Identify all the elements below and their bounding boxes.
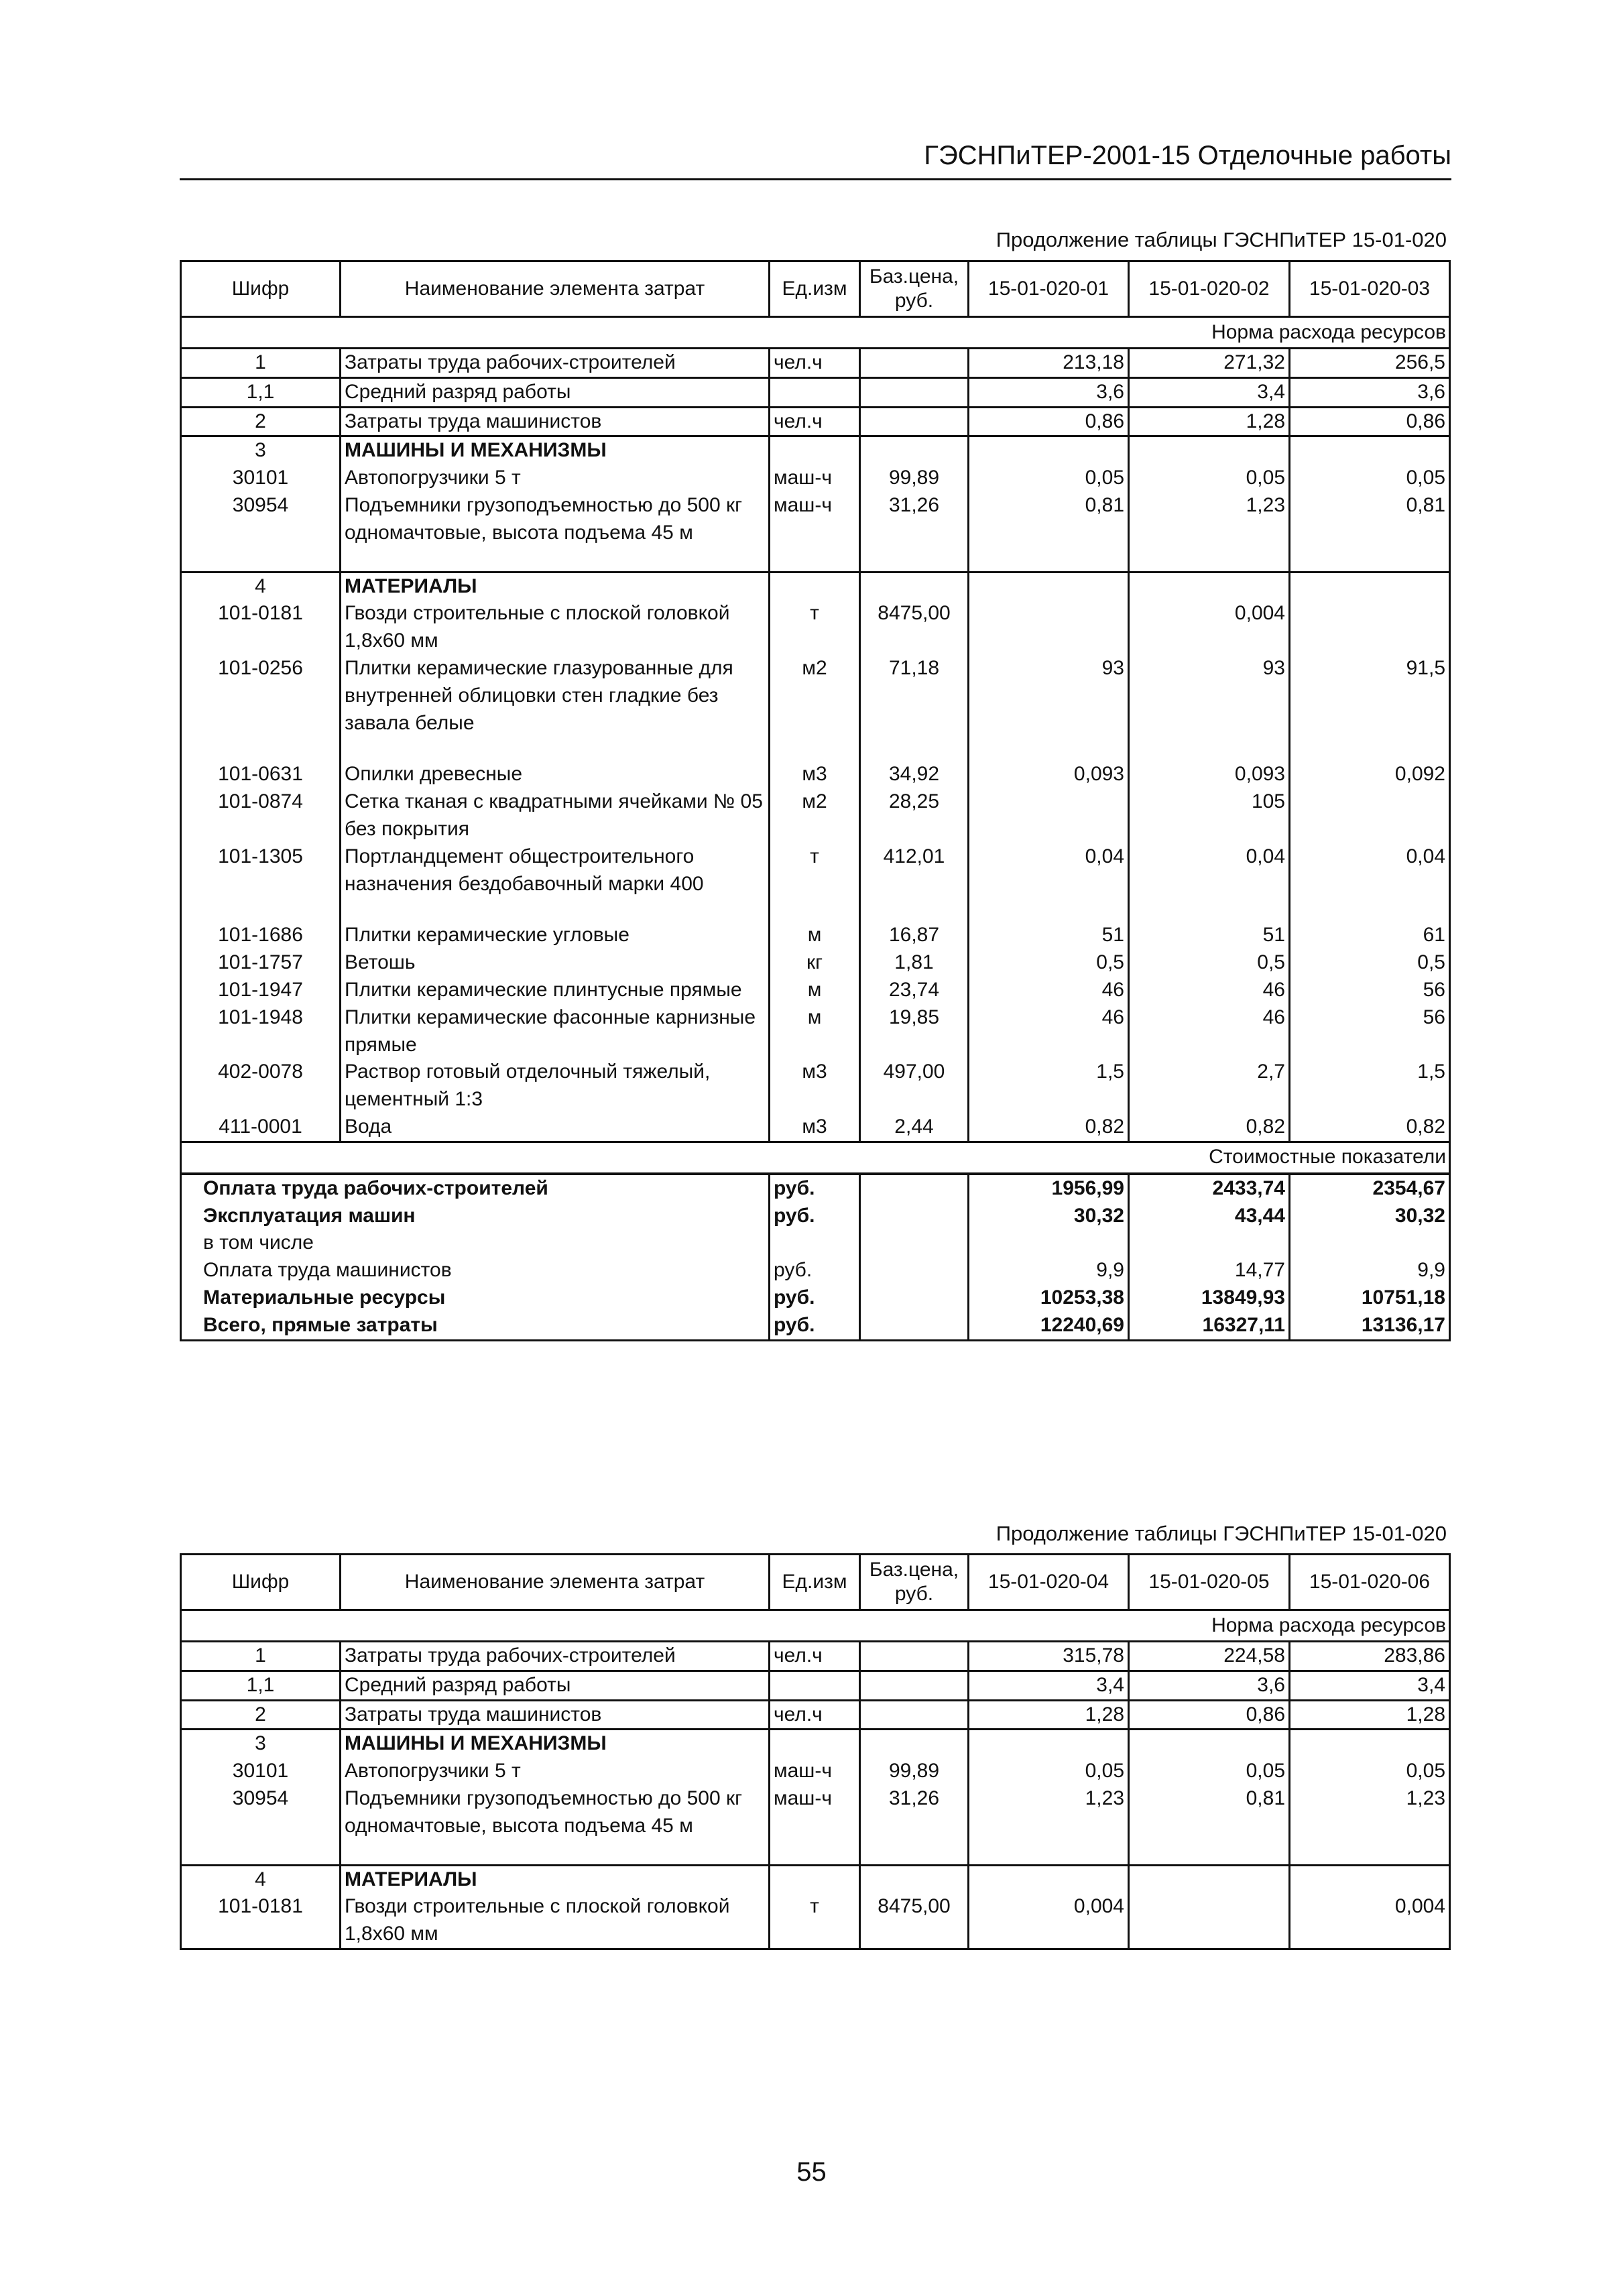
cost-value-2: 14,77 [1129,1257,1290,1284]
row-name: Средний разряд работы [341,377,770,407]
row-price: 31,26 [860,1785,969,1840]
header-rule [180,178,1451,180]
row-code: 30101 [181,1758,341,1785]
row-name: Затраты труда рабочих-строителей [341,1642,770,1671]
row-value-2: 224,58 [1129,1642,1290,1671]
cost-value-1: 9,9 [969,1257,1129,1284]
row-name: Автопогрузчики 5 т [341,465,770,492]
section-title: МАШИНЫ И МЕХАНИЗМЫ [341,1730,770,1758]
row-value-2: 0,004 [1129,600,1290,655]
table-row [181,949,1450,977]
table-row [181,655,1450,737]
row-value-3 [1290,788,1450,843]
row-unit: маш-ч [770,1758,860,1785]
table-row [181,407,1450,436]
row-code: 1,1 [181,377,341,407]
cost-name: Всего, прямые затраты [181,1312,770,1340]
row-value-3: 3,6 [1290,377,1450,407]
row-code: 3 [181,1730,341,1758]
row-unit: т [770,843,860,898]
row-value-2: 0,82 [1129,1113,1290,1142]
row-unit: маш-ч [770,1785,860,1840]
cost-name: Эксплуатация машин [181,1203,770,1230]
row-code: 4 [181,572,341,600]
row-unit [770,377,860,407]
col-header-norm-02: 15-01-020-02 [1129,261,1290,317]
row-code: 30954 [181,1785,341,1840]
row-name: Портландцемент общестроительного назначения бездобавочный марки 400 [341,843,770,898]
table-row [181,761,1450,788]
row-name: Ветошь [341,949,770,977]
col-header-name: Наименование элемента затрат [341,1555,770,1610]
cost-name: Материальные ресурсы [181,1284,770,1312]
cost-value-3: 30,32 [1290,1203,1450,1230]
row-price: 99,89 [860,1758,969,1785]
row-value-1: 0,81 [969,492,1129,547]
cost-unit: руб. [770,1284,860,1312]
cost-name: Оплата труда машинистов [181,1257,770,1284]
row-value-1: 0,5 [969,949,1129,977]
row-value-2: 3,6 [1129,1671,1290,1700]
cost-value-3: 2354,67 [1290,1174,1450,1203]
row-unit: чел.ч [770,1700,860,1730]
table-row [181,1893,1450,1949]
table-row [181,1671,1450,1700]
table-row [181,1113,1450,1142]
row-price [860,349,969,378]
table-row [181,1785,1450,1840]
row-value-3: 0,092 [1290,761,1450,788]
row-value-1: 46 [969,977,1129,1004]
cost-row [181,1203,1450,1230]
row-unit: т [770,600,860,655]
row-code: 101-0181 [181,600,341,655]
cost-row [181,1229,1450,1257]
col-header-name: Наименование элемента затрат [341,261,770,317]
row-code: 101-1305 [181,843,341,898]
row-price: 8475,00 [860,600,969,655]
table-row [181,788,1450,843]
cost-value-1: 1956,99 [969,1174,1129,1203]
cost-value-1: 10253,38 [969,1284,1129,1312]
row-price: 8475,00 [860,1893,969,1949]
row-price: 23,74 [860,977,969,1004]
table-row [181,922,1450,949]
row-name: Плитки керамические глазурованные для внутренней облицовки стен гладкие без завала белые [341,655,770,737]
cost-value-3: 13136,17 [1290,1312,1450,1340]
section-row-machines [181,436,1450,465]
cost-unit: руб. [770,1203,860,1230]
table2-continuation-caption: Продолжение таблицы ГЭСНПиТЕР 15-01-020 [996,1522,1447,1545]
row-value-2 [1129,1893,1290,1949]
table-row [181,1059,1450,1113]
row-unit: м [770,977,860,1004]
row-value-3: 0,82 [1290,1113,1450,1142]
row-name: Затраты труда машинистов [341,407,770,436]
row-unit: м3 [770,761,860,788]
row-value-1 [969,600,1129,655]
row-unit: кг [770,949,860,977]
row-price: 412,01 [860,843,969,898]
row-value-1: 1,23 [969,1785,1129,1840]
row-value-3: 1,23 [1290,1785,1450,1840]
col-header-unit: Ед.изм [770,1555,860,1610]
row-value-1: 51 [969,922,1129,949]
row-value-3: 283,86 [1290,1642,1450,1671]
row-code: 2 [181,1700,341,1730]
col-header-norm-06: 15-01-020-06 [1290,1555,1450,1610]
section-row-materials [181,572,1450,600]
row-value-2: 1,23 [1129,492,1290,547]
row-unit: м2 [770,655,860,737]
row-value-3: 0,5 [1290,949,1450,977]
row-unit: м [770,922,860,949]
row-price: 1,81 [860,949,969,977]
row-value-2: 0,04 [1129,843,1290,898]
table-row [181,1642,1450,1671]
norm-label: Норма расхода ресурсов [181,1610,1450,1642]
row-value-2: 1,28 [1129,407,1290,436]
table2-norm-label-row [181,1610,1450,1642]
col-header-code: Шифр [181,1555,341,1610]
row-value-1: 0,05 [969,465,1129,492]
cost-unit: руб. [770,1257,860,1284]
table2-header-row [181,1555,1450,1610]
row-value-1: 1,5 [969,1059,1129,1113]
resource-table-1 [180,260,1451,1341]
row-value-1: 46 [969,1004,1129,1059]
table1-continuation-caption: Продолжение таблицы ГЭСНПиТЕР 15-01-020 [996,228,1447,251]
col-header-norm-05: 15-01-020-05 [1129,1555,1290,1610]
row-code: 411-0001 [181,1113,341,1142]
col-header-norm-04: 15-01-020-04 [969,1555,1129,1610]
table-row [181,349,1450,378]
row-value-1: 0,05 [969,1758,1129,1785]
table-row [181,1004,1450,1059]
cost-name: Оплата труда рабочих-строителей [181,1174,770,1203]
row-value-1: 315,78 [969,1642,1129,1671]
row-value-3 [1290,600,1450,655]
cost-label: Стоимостные показатели [181,1142,1450,1174]
row-name: Подъемники грузоподъемностью до 500 кг одномачтовые, высота подъема 45 м [341,1785,770,1840]
cost-value-2: 43,44 [1129,1203,1290,1230]
row-unit: чел.ч [770,407,860,436]
row-value-3: 256,5 [1290,349,1450,378]
col-header-norm-01: 15-01-020-01 [969,261,1129,317]
row-code: 4 [181,1865,341,1893]
col-header-base-price: Баз.цена, руб. [860,261,969,317]
row-unit: чел.ч [770,1642,860,1671]
row-code: 1,1 [181,1671,341,1700]
row-value-3: 1,28 [1290,1700,1450,1730]
col-header-code: Шифр [181,261,341,317]
row-value-1: 0,82 [969,1113,1129,1142]
norm-label: Норма расхода ресурсов [181,317,1450,349]
section-row-machines [181,1730,1450,1758]
row-code: 2 [181,407,341,436]
cost-value-3: 10751,18 [1290,1284,1450,1312]
table1-header-row [181,261,1450,317]
resource-table-2 [180,1553,1451,1950]
cost-unit: руб. [770,1174,860,1203]
row-value-1 [969,788,1129,843]
row-unit: т [770,1893,860,1949]
row-name: Плитки керамические плинтусные прямые [341,977,770,1004]
row-code: 402-0078 [181,1059,341,1113]
row-value-3: 1,5 [1290,1059,1450,1113]
row-value-3: 0,05 [1290,465,1450,492]
row-value-1: 0,04 [969,843,1129,898]
col-header-base-price: Баз.цена, руб. [860,1555,969,1610]
cost-row [181,1174,1450,1203]
table-row [181,1700,1450,1730]
row-value-2: 0,86 [1129,1700,1290,1730]
cost-row [181,1257,1450,1284]
table1-norm-label-row [181,317,1450,349]
cost-value-2: 13849,93 [1129,1284,1290,1312]
row-value-2: 0,5 [1129,949,1290,977]
row-code: 101-0256 [181,655,341,737]
table-row [181,377,1450,407]
row-value-1: 93 [969,655,1129,737]
table-row [181,600,1450,655]
row-unit: м2 [770,788,860,843]
row-code: 3 [181,436,341,465]
section-title: МАТЕРИАЛЫ [341,1865,770,1893]
row-name: Гвозди строительные с плоской головкой 1,8х60 мм [341,600,770,655]
row-value-2: 2,7 [1129,1059,1290,1113]
row-value-2: 46 [1129,977,1290,1004]
page-number: 55 [796,2157,827,2187]
row-value-1: 0,004 [969,1893,1129,1949]
cost-name: в том числе [181,1229,770,1257]
row-value-3: 56 [1290,1004,1450,1059]
row-code: 101-1686 [181,922,341,949]
row-value-2: 105 [1129,788,1290,843]
row-value-2: 46 [1129,1004,1290,1059]
cost-value-3: 9,9 [1290,1257,1450,1284]
row-price: 16,87 [860,922,969,949]
row-code: 30101 [181,465,341,492]
row-name: Плитки керамические угловые [341,922,770,949]
section-title: МАТЕРИАЛЫ [341,572,770,600]
row-unit: маш-ч [770,465,860,492]
row-value-1: 3,4 [969,1671,1129,1700]
table-row [181,977,1450,1004]
row-price: 19,85 [860,1004,969,1059]
row-value-1: 0,86 [969,407,1129,436]
row-value-2: 0,05 [1129,1758,1290,1785]
row-unit: м [770,1004,860,1059]
row-price [860,1642,969,1671]
cost-value-2: 2433,74 [1129,1174,1290,1203]
row-unit: чел.ч [770,349,860,378]
row-price: 34,92 [860,761,969,788]
row-price: 28,25 [860,788,969,843]
row-name: Автопогрузчики 5 т [341,1758,770,1785]
row-value-1: 213,18 [969,349,1129,378]
page-header-title: ГЭСНПиТЕР-2001-15 Отделочные работы [924,141,1451,170]
row-code: 101-1947 [181,977,341,1004]
row-name: Раствор готовый отделочный тяжелый, цементный 1:3 [341,1059,770,1113]
row-name: Гвозди строительные с плоской головкой 1,8х60 мм [341,1893,770,1949]
table-row [181,465,1450,492]
table-row [181,1758,1450,1785]
row-value-3: 56 [1290,977,1450,1004]
row-name: Подъемники грузоподъемностью до 500 кг одномачтовые, высота подъема 45 м [341,492,770,547]
row-code: 30954 [181,492,341,547]
row-code: 101-1948 [181,1004,341,1059]
row-value-3: 0,05 [1290,1758,1450,1785]
table1-cost-label-row [181,1142,1450,1174]
row-value-3: 0,004 [1290,1893,1450,1949]
row-value-2: 271,32 [1129,349,1290,378]
row-unit [770,1671,860,1700]
row-code: 1 [181,1642,341,1671]
row-price: 31,26 [860,492,969,547]
row-price [860,1671,969,1700]
section-title: МАШИНЫ И МЕХАНИЗМЫ [341,436,770,465]
cost-value-1: 12240,69 [969,1312,1129,1340]
row-code: 1 [181,349,341,378]
row-unit: м3 [770,1113,860,1142]
row-name: Затраты труда рабочих-строителей [341,349,770,378]
row-value-3: 61 [1290,922,1450,949]
cost-unit: руб. [770,1312,860,1340]
row-unit: маш-ч [770,492,860,547]
table-row [181,492,1450,547]
row-value-2: 93 [1129,655,1290,737]
row-value-1: 1,28 [969,1700,1129,1730]
row-price [860,377,969,407]
row-value-2: 0,81 [1129,1785,1290,1840]
row-price: 99,89 [860,465,969,492]
row-price: 2,44 [860,1113,969,1142]
row-value-3: 0,81 [1290,492,1450,547]
row-value-2: 0,05 [1129,465,1290,492]
row-price: 497,00 [860,1059,969,1113]
row-price [860,1700,969,1730]
row-value-1: 0,093 [969,761,1129,788]
row-unit: м3 [770,1059,860,1113]
section-row-materials [181,1865,1450,1893]
row-value-2: 0,093 [1129,761,1290,788]
table-row [181,843,1450,898]
cost-value-1: 30,32 [969,1203,1129,1230]
cost-value-2: 16327,11 [1129,1312,1290,1340]
row-name: Средний разряд работы [341,1671,770,1700]
row-code: 101-1757 [181,949,341,977]
row-value-3: 0,04 [1290,843,1450,898]
row-name: Вода [341,1113,770,1142]
row-value-1: 3,6 [969,377,1129,407]
row-value-3: 3,4 [1290,1671,1450,1700]
row-name: Опилки древесные [341,761,770,788]
row-name: Затраты труда машинистов [341,1700,770,1730]
row-code: 101-0181 [181,1893,341,1949]
row-price [860,407,969,436]
row-value-2: 3,4 [1129,377,1290,407]
row-value-3: 0,86 [1290,407,1450,436]
cost-row [181,1312,1450,1340]
row-name: Плитки керамические фасонные карнизные прямые [341,1004,770,1059]
cost-row [181,1284,1450,1312]
row-value-2: 51 [1129,922,1290,949]
row-name: Сетка тканая с квадратными ячейками № 05 без покрытия [341,788,770,843]
row-price: 71,18 [860,655,969,737]
row-code: 101-0874 [181,788,341,843]
row-code: 101-0631 [181,761,341,788]
col-header-norm-03: 15-01-020-03 [1290,261,1450,317]
col-header-unit: Ед.изм [770,261,860,317]
row-value-3: 91,5 [1290,655,1450,737]
